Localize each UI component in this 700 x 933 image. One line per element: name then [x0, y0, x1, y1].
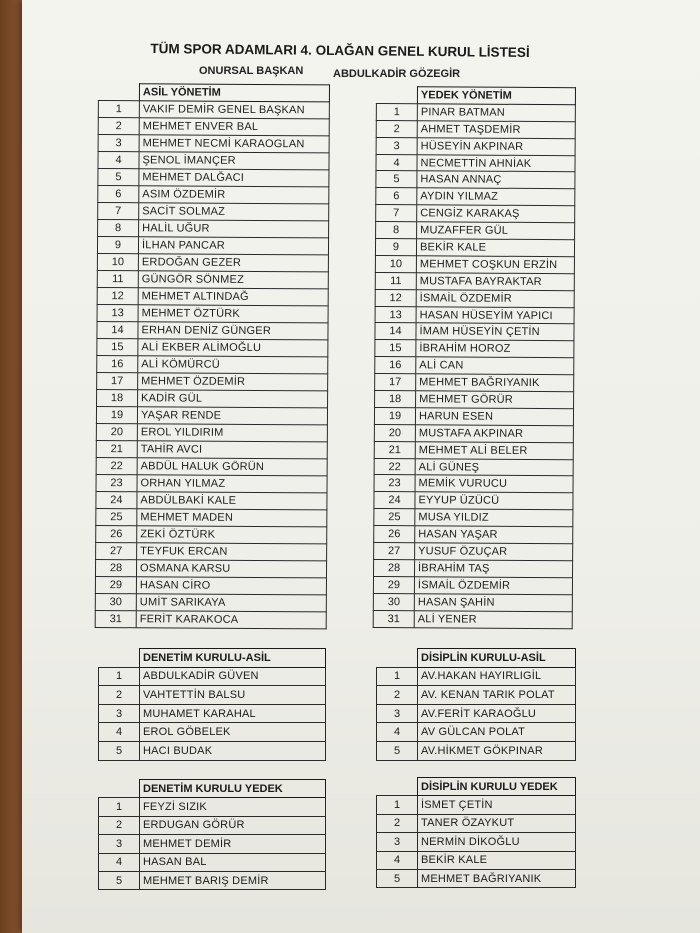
table-row [373, 576, 572, 594]
denetim-kurulu-yedek-table [98, 779, 326, 890]
table-row [98, 152, 329, 170]
member-name: MUSTAFA BAYRAKTAR [416, 273, 574, 291]
member-name: VAHTETTİN BALSU [140, 686, 326, 705]
table-row [375, 357, 574, 375]
table-row [99, 686, 326, 705]
table-row [96, 474, 327, 492]
row-number: 16 [97, 355, 138, 372]
row-number: 31 [95, 610, 136, 627]
row-number: 20 [374, 424, 415, 441]
row-number: 9 [97, 237, 138, 254]
row-number: 4 [377, 851, 418, 869]
table-row [98, 186, 329, 204]
row-number: 14 [97, 321, 138, 338]
member-name: FEYZİ SIZIK [140, 798, 326, 816]
member-name: MEHMET ALTINDAĞ [138, 288, 328, 306]
member-name: MEHMET GÖRÜR [416, 391, 574, 409]
row-number: 3 [98, 135, 139, 152]
member-name: İBRAHİM TAŞ [415, 560, 573, 578]
member-name: YAŞAR RENDE [137, 407, 327, 425]
member-name: HALİL UĞUR [139, 220, 329, 238]
row-number: 22 [96, 457, 137, 474]
table-row [375, 306, 574, 324]
table-row [96, 440, 327, 458]
header-spacer [98, 84, 139, 101]
table-row [99, 723, 326, 742]
row-number: 10 [97, 253, 138, 270]
row-number: 4 [377, 723, 418, 742]
row-number: 2 [377, 814, 418, 832]
table-row [374, 509, 573, 527]
table-row [376, 137, 575, 155]
member-name: CENGİZ KARAKAŞ [417, 205, 575, 223]
table-row [377, 796, 576, 814]
table-row [97, 338, 328, 356]
table-row [96, 542, 327, 560]
member-name: HASAN ANNAÇ [417, 171, 575, 189]
member-name: TAHİR AVCI [137, 441, 327, 459]
member-name: İLHAN PANCAR [138, 237, 328, 255]
denetim-kurulu-asil-table [98, 648, 326, 761]
member-name: NECMETTİN AHNİAK [417, 154, 575, 172]
table-row [374, 526, 573, 544]
row-number: 1 [376, 103, 417, 120]
member-name: AV GÜLCAN POLAT [418, 723, 576, 742]
row-number: 2 [99, 686, 140, 705]
row-number: 21 [374, 441, 415, 458]
member-name: KADİR GÜL [138, 390, 328, 408]
member-name: FERİT KARAKOCA [136, 611, 326, 629]
row-number: 3 [377, 704, 418, 723]
row-number: 1 [377, 667, 418, 686]
member-name: HASAN YAŞAR [415, 526, 573, 544]
row-number: 6 [376, 188, 417, 205]
table-row [99, 816, 326, 834]
member-name: AV.HAKAN HAYIRLIGİL [418, 667, 576, 686]
section-header: DENETİM KURULU-ASİL [140, 649, 326, 668]
table-row [377, 686, 576, 705]
row-number: 19 [96, 406, 137, 423]
member-name: BEKİR KALE [416, 239, 574, 257]
member-name: ASIM ÖZDEMİR [139, 186, 329, 204]
table-row [376, 205, 575, 223]
table-header-row [376, 87, 575, 105]
member-name: ALİ YENER [414, 610, 572, 628]
member-name: MEHMET ÖZTÜRK [138, 305, 328, 323]
row-number: 28 [95, 559, 136, 576]
member-name: İSMET ÇETİN [418, 796, 576, 814]
table-row [95, 576, 326, 594]
member-name: MEHMET ALİ BELER [415, 441, 573, 459]
table-row [97, 253, 328, 271]
table-row [98, 169, 329, 187]
row-number: 5 [376, 171, 417, 188]
member-name: ALİ EKBER ALİMOĞLU [138, 339, 328, 357]
row-number: 12 [97, 287, 138, 304]
table-row [96, 508, 327, 526]
row-number: 25 [374, 509, 415, 526]
member-name: MEMİK VURUCU [415, 475, 573, 493]
table-row [375, 340, 574, 358]
member-name: BEKİR KALE [418, 851, 576, 869]
table-row [374, 424, 573, 442]
row-number: 5 [98, 169, 139, 186]
member-name: ERHAN DENİZ GÜNGER [138, 322, 328, 340]
member-name: NERMİN DİKOĞLU [418, 833, 576, 851]
row-number: 3 [99, 704, 140, 723]
section-header: DİSİPLİN KURULU YEDEK [418, 778, 576, 796]
section-header: YEDEK YÖNETİM [417, 87, 575, 105]
row-number: 8 [98, 220, 139, 237]
member-name: MUSA YILDIZ [415, 509, 573, 527]
row-number: 9 [375, 239, 416, 256]
row-number: 18 [375, 391, 416, 408]
row-number: 4 [99, 723, 140, 742]
row-number: 1 [377, 796, 418, 814]
yedek-yonetim-table [373, 86, 576, 629]
row-number: 17 [375, 374, 416, 391]
member-name: MEHMET ÖZDEMİR [138, 373, 328, 391]
member-name: GÜNGÖR SÖNMEZ [138, 271, 328, 289]
row-number: 30 [373, 593, 414, 610]
table-row [374, 492, 573, 510]
row-number: 4 [98, 152, 139, 169]
row-number: 13 [375, 306, 416, 323]
member-name: MEHMET ENVER BAL [139, 118, 329, 136]
row-number: 5 [377, 869, 418, 887]
row-number: 1 [99, 667, 140, 686]
member-name: AHMET TAŞDEMİR [417, 121, 575, 139]
member-name: HASAN BAL [140, 853, 326, 871]
row-number: 3 [376, 137, 417, 154]
table-row [377, 833, 576, 851]
section-header: ASİL YÖNETİM [139, 84, 329, 102]
member-name: ALİ GÜNEŞ [415, 458, 573, 476]
row-number: 16 [375, 357, 416, 374]
row-number: 2 [377, 686, 418, 705]
member-name: ALİ CAN [416, 357, 574, 375]
table-row [376, 188, 575, 206]
member-name: MUZAFFER GÜL [417, 222, 575, 240]
honorary-president-name: ABDULKADİR GÖZEGİR [333, 68, 461, 80]
member-name: VAKIF DEMİR GENEL BAŞKAN [139, 101, 329, 119]
table-row [97, 321, 328, 339]
table-header-row [98, 84, 329, 102]
header-spacer [377, 649, 418, 668]
member-name: MEHMET BAĞRIYANIK [418, 869, 576, 887]
member-name: İSMAİL ÖZDEMİR [416, 289, 574, 307]
row-number: 20 [96, 423, 137, 440]
row-number: 15 [375, 340, 416, 357]
member-name: HASAN ŞAHİN [414, 593, 572, 611]
table-row [377, 851, 576, 869]
table-row [374, 475, 573, 493]
member-name: HASAN CİRO [136, 577, 326, 595]
table-row [99, 667, 326, 686]
table-row [374, 458, 573, 476]
table-row [374, 407, 573, 425]
table-row [97, 287, 328, 305]
table-row [98, 135, 329, 153]
member-name: AYDIN YILMAZ [417, 188, 575, 206]
table-row [97, 270, 328, 288]
table-row [374, 559, 573, 577]
member-name: EROL YILDIRIM [137, 424, 327, 442]
table-row [377, 869, 576, 887]
table-row [373, 593, 572, 611]
row-number: 5 [377, 741, 418, 760]
member-name: SACİT SOLMAZ [139, 203, 329, 221]
table-header-row [99, 780, 326, 798]
row-number: 13 [97, 304, 138, 321]
table-row [99, 853, 326, 871]
row-number: 31 [373, 610, 414, 627]
row-number: 27 [374, 543, 415, 560]
table-row [377, 723, 576, 742]
member-name: MUSTAFA AKPINAR [415, 425, 573, 443]
table-row [98, 118, 329, 136]
table-row [376, 103, 575, 121]
table-header-row [377, 778, 576, 796]
table-row [377, 741, 576, 760]
row-number: 26 [96, 525, 137, 542]
row-number: 10 [375, 255, 416, 272]
table-row [97, 237, 328, 255]
table-row [99, 798, 326, 816]
table-row [97, 372, 328, 390]
table-row [96, 406, 327, 424]
member-name: MEHMET BARIŞ DEMİR [140, 871, 326, 889]
table-row [97, 389, 328, 407]
section-header: DİSİPLİN KURULU-ASİL [418, 649, 576, 668]
table-row [375, 255, 574, 273]
row-number: 27 [96, 542, 137, 559]
row-number: 12 [375, 289, 416, 306]
row-number: 29 [95, 576, 136, 593]
row-number: 23 [374, 475, 415, 492]
table-row [375, 272, 574, 290]
row-number: 4 [376, 154, 417, 171]
row-number: 28 [374, 559, 415, 576]
table-row [95, 610, 326, 628]
member-name: UMİT SARIKAYA [136, 594, 326, 612]
member-name: İSMAİL ÖZDEMİR [414, 577, 572, 595]
table-row [96, 423, 327, 441]
disiplin-kurulu-yedek-table [376, 777, 576, 888]
asil-yonetim-table [95, 83, 330, 629]
table-row [375, 391, 574, 409]
member-name: ALİ KÖMÜRCÜ [138, 356, 328, 374]
row-number: 23 [96, 474, 137, 491]
table-row [374, 543, 573, 561]
member-name: MEHMET MADEN [137, 509, 327, 527]
member-name: PINAR BATMAN [417, 104, 575, 122]
table-row [98, 220, 329, 238]
table-row [98, 101, 329, 119]
table-row [99, 835, 326, 853]
member-name: YUSUF ÖZUÇAR [415, 543, 573, 561]
row-number: 8 [376, 222, 417, 239]
table-row [97, 304, 328, 322]
table-row [97, 355, 328, 373]
member-name: TEYFUK ERCAN [137, 543, 327, 561]
table-row [95, 593, 326, 611]
member-name: HÜSEYİN AKPINAR [417, 137, 575, 155]
table-row [95, 559, 326, 577]
row-number: 25 [96, 508, 137, 525]
member-name: HACI BUDAK [140, 741, 326, 760]
member-name: ERDOĞAN GEZER [138, 254, 328, 272]
member-name: ABDÜL HALUK GÖRÜN [137, 458, 327, 476]
member-name: İBRAHİM HOROZ [416, 340, 574, 358]
row-number: 2 [376, 120, 417, 137]
table-row [375, 239, 574, 257]
table-row [96, 491, 327, 509]
row-number: 22 [374, 458, 415, 475]
table-row [376, 154, 575, 172]
member-name: MEHMET DALĞACI [139, 169, 329, 187]
table-row [96, 457, 327, 475]
table-row [96, 525, 327, 543]
header-spacer [99, 649, 140, 668]
member-name: EROL GÖBELEK [140, 723, 326, 742]
member-name: AV.FERİT KARAOĞLU [418, 704, 576, 723]
section-header: DENETİM KURULU YEDEK [140, 780, 326, 798]
table-row [99, 704, 326, 723]
row-number: 3 [99, 835, 140, 853]
row-number: 24 [96, 491, 137, 508]
row-number: 15 [97, 338, 138, 355]
member-name: ABDULKADİR GÜVEN [140, 667, 326, 686]
row-number: 19 [374, 407, 415, 424]
row-number: 6 [98, 186, 139, 203]
member-name: MEHMET NECMİ KARAOGLAN [139, 135, 329, 153]
member-name: MEHMET DEMİR [140, 835, 326, 853]
row-number: 5 [99, 741, 140, 760]
member-name: ABDÜLBAKİ KALE [137, 492, 327, 510]
row-number: 3 [377, 833, 418, 851]
header-spacer [377, 778, 418, 796]
disiplin-kurulu-asil-table [376, 648, 576, 761]
row-number: 26 [374, 526, 415, 543]
member-name: HARUN ESEN [415, 408, 573, 426]
table-row [98, 203, 329, 221]
member-name: AV. KENAN TARIK POLAT [418, 686, 576, 705]
table-header-row [377, 649, 576, 668]
header-spacer [99, 780, 140, 798]
table-row [377, 704, 576, 723]
table-row [375, 374, 574, 392]
row-number: 29 [373, 576, 414, 593]
row-number: 1 [98, 101, 139, 118]
row-number: 14 [375, 323, 416, 340]
row-number: 2 [99, 816, 140, 834]
row-number: 17 [97, 372, 138, 389]
row-number: 7 [376, 205, 417, 222]
table-row [376, 171, 575, 189]
row-number: 24 [374, 492, 415, 509]
row-number: 30 [95, 593, 136, 610]
table-row [374, 441, 573, 459]
row-number: 18 [97, 389, 138, 406]
table-header-row [99, 649, 326, 668]
row-number: 1 [99, 798, 140, 816]
table-row [375, 323, 574, 341]
table-row [376, 222, 575, 240]
member-name: HASAN HÜSEYİM YAPICI [416, 306, 574, 324]
honorary-president-label: ONURSAL BAŞKAN [199, 65, 304, 77]
row-number: 7 [98, 203, 139, 220]
member-name: ŞENOL İMANÇER [139, 152, 329, 170]
member-name: EYYUP ÜZÜCÜ [415, 492, 573, 510]
member-name: MUHAMET KARAHAL [140, 704, 326, 723]
member-name: AV.HİKMET GÖKPINAR [418, 741, 576, 760]
document-title: TÜM SPOR ADAMLARI 4. OLAĞAN GENEL KURUL LİSTESİ [150, 41, 530, 60]
member-name: MEHMET COŞKUN ERZİN [416, 256, 574, 274]
member-name: İMAM HÜSEYİN ÇETİN [416, 323, 574, 341]
member-name: OSMANA KARSU [136, 560, 326, 578]
member-name: ZEKİ ÖZTÜRK [137, 526, 327, 544]
row-number: 21 [96, 440, 137, 457]
table-row [377, 667, 576, 686]
member-name: TANER ÖZAYKUT [418, 814, 576, 832]
table-row [377, 814, 576, 832]
table-row [375, 289, 574, 307]
table-row [376, 120, 575, 138]
table-row [99, 871, 326, 889]
member-name: ERDUGAN GÖRÜR [140, 816, 326, 834]
row-number: 11 [375, 272, 416, 289]
row-number: 2 [98, 118, 139, 135]
table-row [373, 610, 572, 628]
header-spacer [376, 87, 417, 104]
row-number: 5 [99, 871, 140, 889]
member-name: ORHAN YILMAZ [137, 475, 327, 493]
row-number: 11 [97, 270, 138, 287]
row-number: 4 [99, 853, 140, 871]
table-row [99, 741, 326, 760]
member-name: MEHMET BAĞRIYANIK [416, 374, 574, 392]
